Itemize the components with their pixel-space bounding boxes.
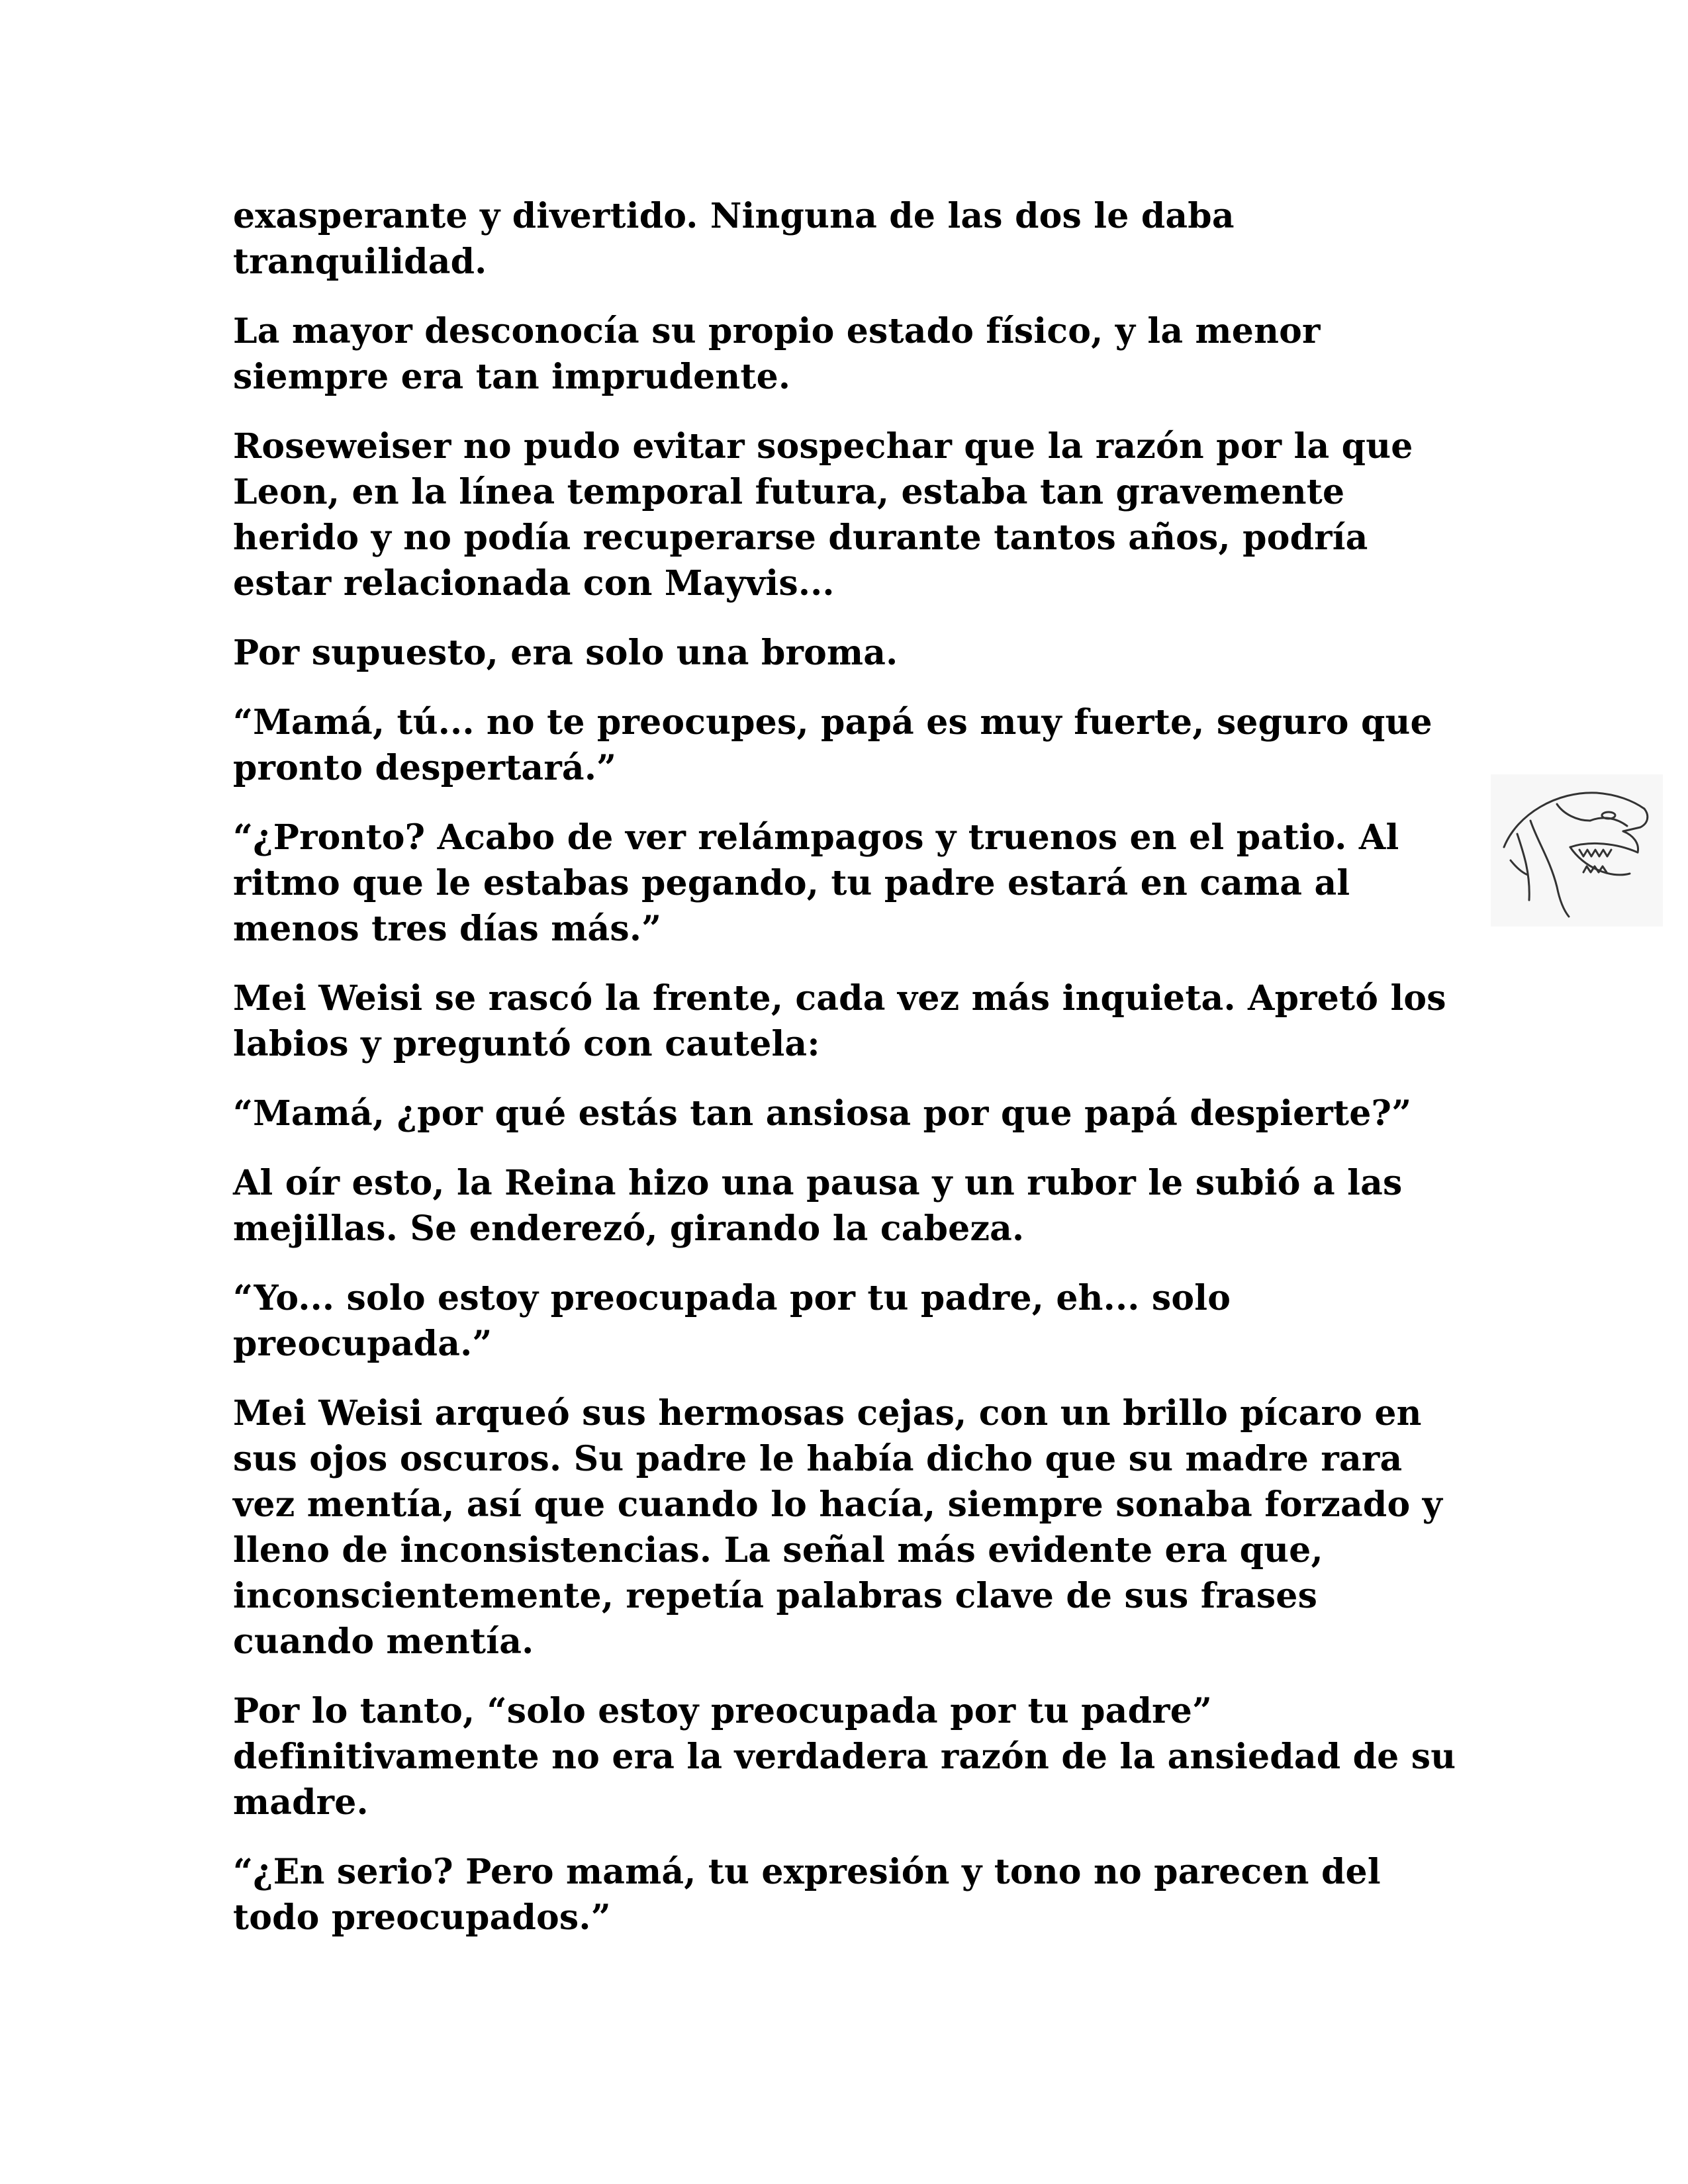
text-line: Al oír esto, la Reina hizo una pausa y un rubor le subió a las <box>233 1163 1403 1203</box>
text-line: inconscientemente, repetía palabras clave de sus frases <box>233 1576 1318 1616</box>
text-line: estar relacionada con Mayvis... <box>233 563 835 604</box>
text-line: Mei Weisi se rascó la frente, cada vez más inquieta. Apretó los <box>233 978 1446 1019</box>
paragraph <box>233 424 1464 606</box>
text-line: definitivamente no era la verdadera razón de la ansiedad de su <box>233 1737 1456 1777</box>
text-line: Leon, en la línea temporal futura, estaba tan gravemente <box>233 472 1345 512</box>
text-line: Roseweiser no pudo evitar sospechar que la razón por la que <box>233 426 1413 467</box>
text-line: todo preocupados.” <box>233 1897 611 1938</box>
dinosaur-watermark <box>1491 774 1663 927</box>
paragraph <box>233 1849 1464 1940</box>
text-line: preocupada.” <box>233 1324 492 1364</box>
paragraph <box>233 1688 1464 1825</box>
text-line: “Yo... solo estoy preocupada por tu padre, eh... solo <box>233 1278 1231 1318</box>
text-line: “¿En serio? Pero mamá, tu expresión y tono no parecen del <box>233 1852 1381 1892</box>
text-line: Por lo tanto, “solo estoy preocupada por tu padre” <box>233 1691 1213 1731</box>
text-line: cuando mentía. <box>233 1621 534 1662</box>
text-line: “¿Pronto? Acabo de ver relámpagos y truenos en el patio. Al <box>233 817 1399 858</box>
text-line: “Mamá, tú... no te preocupes, papá es muy fuerte, seguro que <box>233 702 1432 743</box>
paragraph <box>233 976 1464 1067</box>
text-line: vez mentía, así que cuando lo hacía, siempre sonaba forzado y <box>233 1484 1443 1525</box>
text-line: pronto despertará.” <box>233 748 617 788</box>
paragraph <box>233 308 1464 400</box>
paragraph <box>233 1091 1464 1136</box>
text-line: labios y preguntó con cautela: <box>233 1024 820 1064</box>
text-line: siempre era tan imprudente. <box>233 357 791 397</box>
text-line: mejillas. Se enderezó, girando la cabeza. <box>233 1208 1025 1249</box>
body-text <box>233 193 1464 1964</box>
text-line: Por supuesto, era solo una broma. <box>233 633 898 673</box>
paragraph <box>233 630 1464 676</box>
paragraph <box>233 1275 1464 1367</box>
paragraph <box>233 193 1464 285</box>
text-line: Mei Weisi arqueó sus hermosas cejas, con un brillo pícaro en <box>233 1393 1422 1433</box>
text-line: tranquilidad. <box>233 242 487 282</box>
text-line: ritmo que le estabas pegando, tu padre estará en cama al <box>233 863 1350 903</box>
paragraph <box>233 700 1464 791</box>
text-line: herido y no podía recuperarse durante tantos años, podría <box>233 518 1368 558</box>
text-line: lleno de inconsistencias. La señal más evidente era que, <box>233 1530 1323 1570</box>
paragraph <box>233 1160 1464 1251</box>
paragraph <box>233 1390 1464 1664</box>
paragraph <box>233 815 1464 952</box>
text-line: “Mamá, ¿por qué estás tan ansiosa por que papá despierte?” <box>233 1093 1412 1134</box>
text-line: menos tres días más.” <box>233 909 662 949</box>
dinosaur-head-sketch-icon <box>1491 774 1663 927</box>
text-line: madre. <box>233 1782 369 1823</box>
text-line: sus ojos oscuros. Su padre le había dicho que su madre rara <box>233 1439 1403 1479</box>
text-line: exasperante y divertido. Ninguna de las dos le daba <box>233 196 1235 236</box>
text-line: La mayor desconocía su propio estado físico, y la menor <box>233 311 1321 351</box>
